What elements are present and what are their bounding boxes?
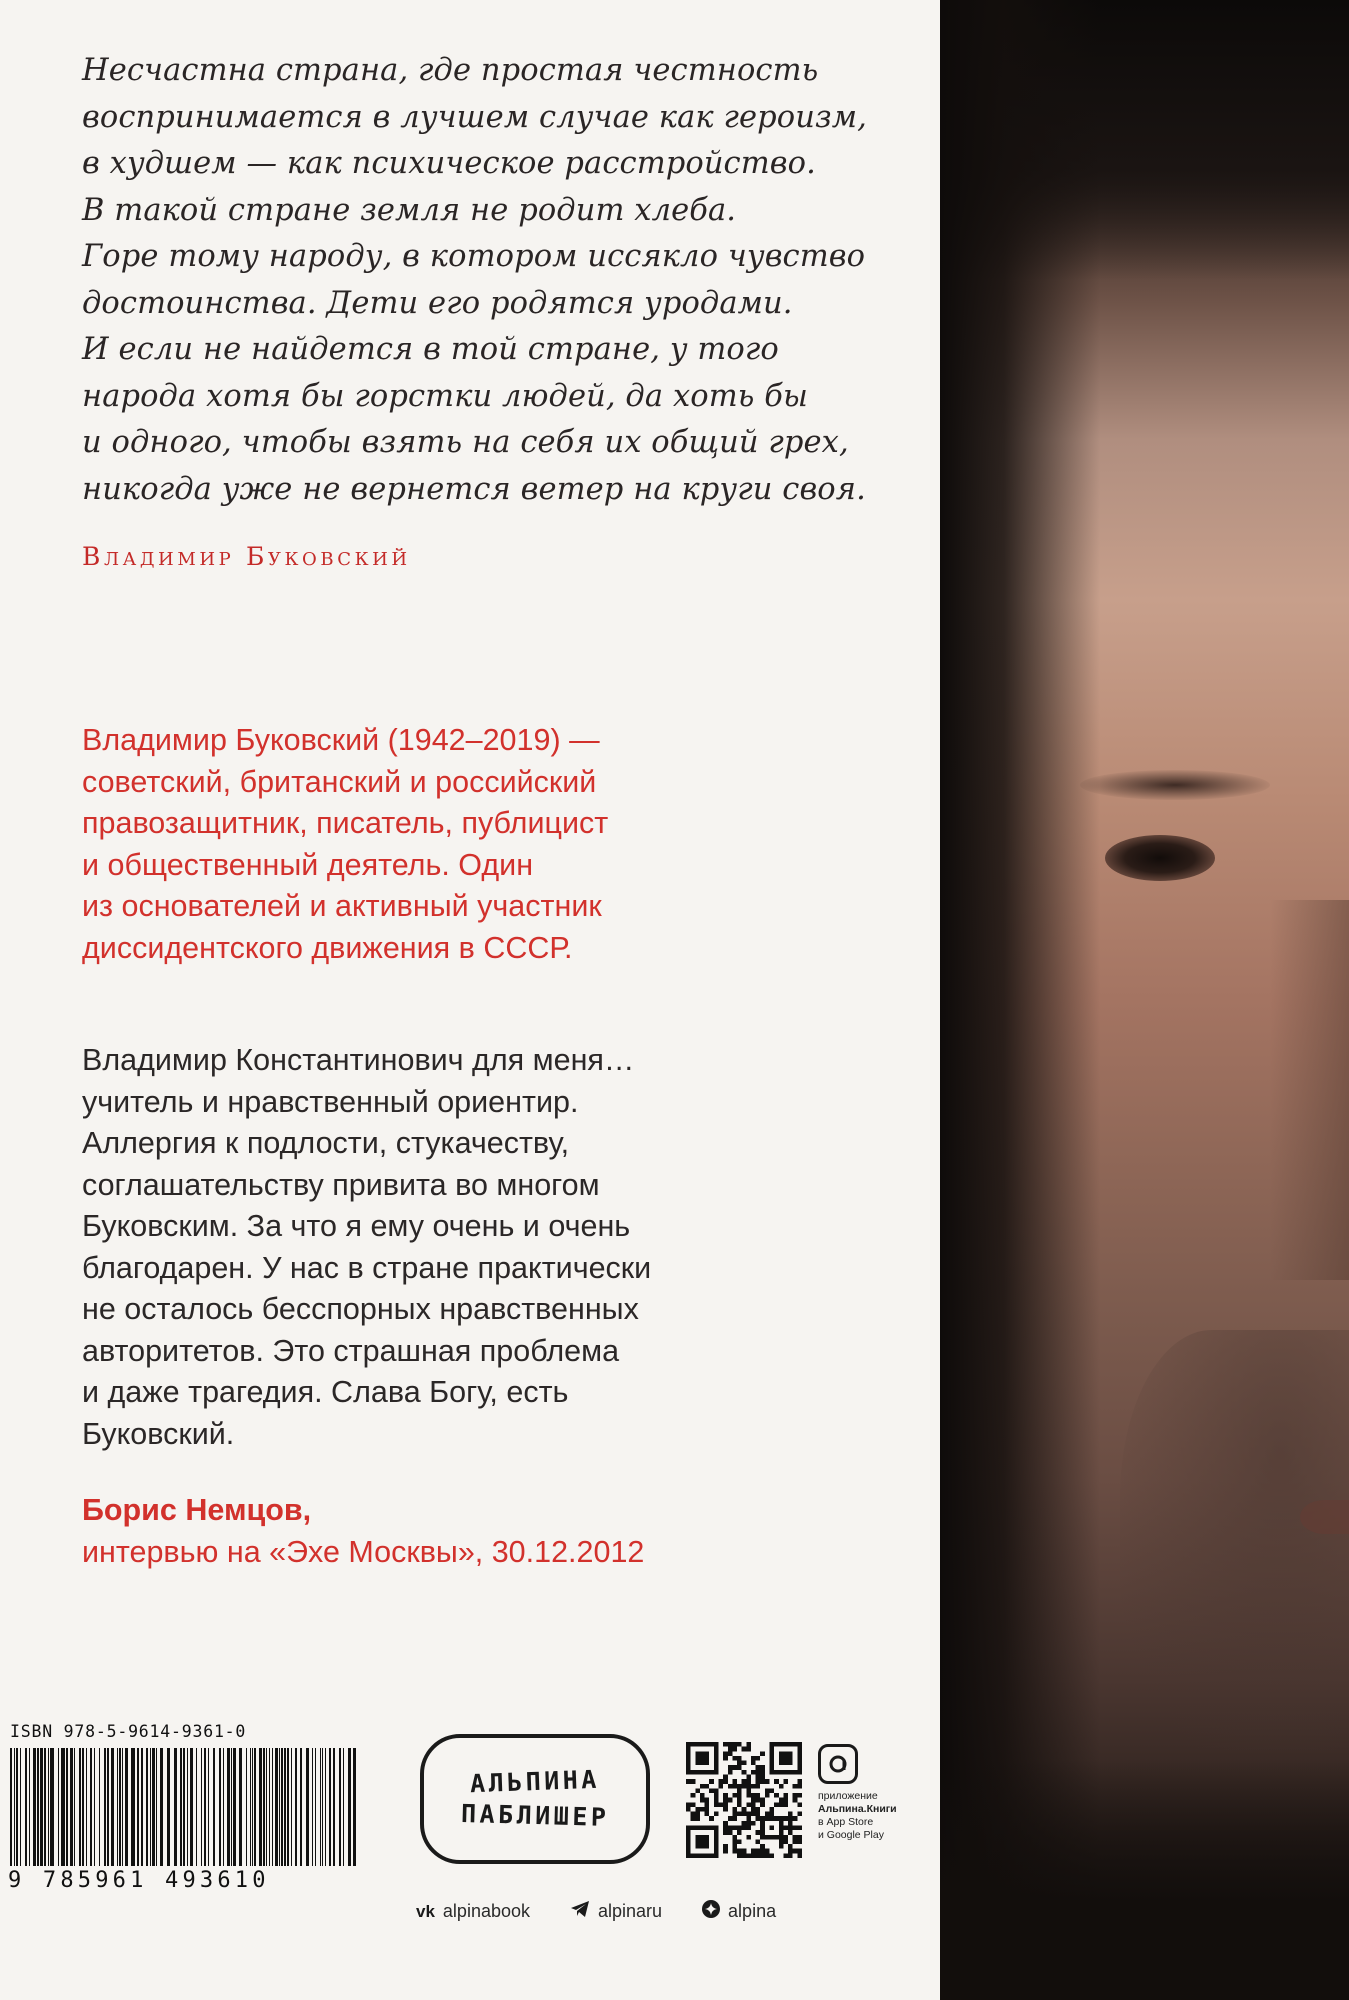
quote-line: и одного, чтобы взять на себя их общий грех, bbox=[82, 425, 849, 460]
publisher-logo-line1: АЛЬПИНА bbox=[469, 1764, 601, 1799]
isbn-barcode bbox=[8, 1748, 358, 1866]
app-promo-text bbox=[818, 1790, 928, 1842]
bio-line: и общественный деятель. Один bbox=[82, 847, 534, 882]
app-promo-line: в App Store bbox=[818, 1816, 874, 1828]
social-links bbox=[416, 1900, 776, 1923]
testimonial-line: Аллергия к подлости, стукачеству, bbox=[82, 1126, 570, 1160]
testimonial-line: учитель и нравственный ориентир. bbox=[82, 1084, 579, 1119]
testimonial-line: авторитетов. Это страшная проблема bbox=[82, 1333, 620, 1368]
quote-line: воспринимается в лучшем случае как героизм, bbox=[82, 99, 867, 135]
testimonial-line: соглашательству привита во многом bbox=[82, 1167, 600, 1202]
publisher-logo bbox=[420, 1734, 650, 1864]
vk-icon: vk bbox=[416, 1901, 435, 1921]
testimonial-line: и даже трагедия. Слава Богу, есть bbox=[82, 1375, 569, 1409]
app-promo-name: Альпина.Книги bbox=[818, 1803, 897, 1815]
bio-line: правозащитник, писатель, публицист bbox=[82, 806, 609, 840]
app-promo-line: и Google Play bbox=[818, 1829, 884, 1841]
social-dzen bbox=[702, 1900, 776, 1923]
quote-author: Владимир Буковский bbox=[82, 542, 411, 571]
alpina-app-icon bbox=[818, 1744, 858, 1784]
testimonial-line: Буковским. За что я ему очень и очень bbox=[82, 1209, 631, 1243]
testimonial-quote bbox=[82, 1040, 882, 1455]
bio-line: из основателей и активный участник bbox=[82, 889, 602, 923]
bio-line: Владимир Буковский (1942–2019) — bbox=[82, 723, 600, 757]
testimonial-line: не осталось бесспорных нравственных bbox=[82, 1292, 639, 1326]
isbn-label: ISBN 978-5-9614-9361-0 bbox=[10, 1722, 247, 1741]
quote-line: достоинства. Дети его родятся уродами. bbox=[82, 285, 793, 321]
quote-line: никогда уже не вернется ветер на круги своя. bbox=[82, 471, 866, 507]
epigraph-quote bbox=[82, 48, 882, 513]
author-bio bbox=[82, 720, 882, 969]
author-portrait-photo bbox=[940, 0, 1349, 2000]
social-telegram bbox=[570, 1900, 662, 1923]
signer-source: интервью на «Эхе Москвы», 30.12.2012 bbox=[82, 1534, 645, 1569]
app-promo-line: приложение bbox=[818, 1790, 878, 1802]
barcode-digits: 9 785961 493610 bbox=[8, 1868, 270, 1893]
quote-line: В такой стране земля не родит хлеба. bbox=[82, 192, 737, 228]
qr-code bbox=[686, 1742, 802, 1858]
quote-line: Несчастна страна, где простая честность bbox=[82, 53, 819, 88]
testimonial-signer bbox=[82, 1490, 644, 1573]
bio-line: советский, британский и российский bbox=[82, 764, 597, 799]
social-label: alpinaru bbox=[598, 1901, 663, 1921]
telegram-icon bbox=[570, 1900, 590, 1923]
quote-line: Горе тому народу, в котором иссякло чувство bbox=[82, 239, 866, 274]
quote-line: И если не найдется в той стране, у того bbox=[82, 332, 779, 367]
quote-line: народа хотя бы горстки людей, да хоть бы bbox=[82, 378, 808, 414]
bio-line: диссидентского движения в СССР. bbox=[82, 930, 573, 965]
social-label: alpina bbox=[728, 1901, 777, 1921]
testimonial-line: благодарен. У нас в стране практически bbox=[82, 1250, 652, 1285]
dzen-icon bbox=[702, 1900, 720, 1923]
social-label: alpinabook bbox=[442, 1901, 530, 1921]
social-vk bbox=[416, 1901, 530, 1922]
testimonial-line: Владимир Константинович для меня… bbox=[82, 1043, 635, 1077]
signer-name: Борис Немцов, bbox=[82, 1493, 312, 1527]
quote-line: в худшем — как психическое расстройство. bbox=[82, 146, 816, 181]
publisher-logo-line2: ПАБЛИШЕР bbox=[460, 1799, 610, 1832]
testimonial-line: Буковский. bbox=[82, 1416, 235, 1451]
